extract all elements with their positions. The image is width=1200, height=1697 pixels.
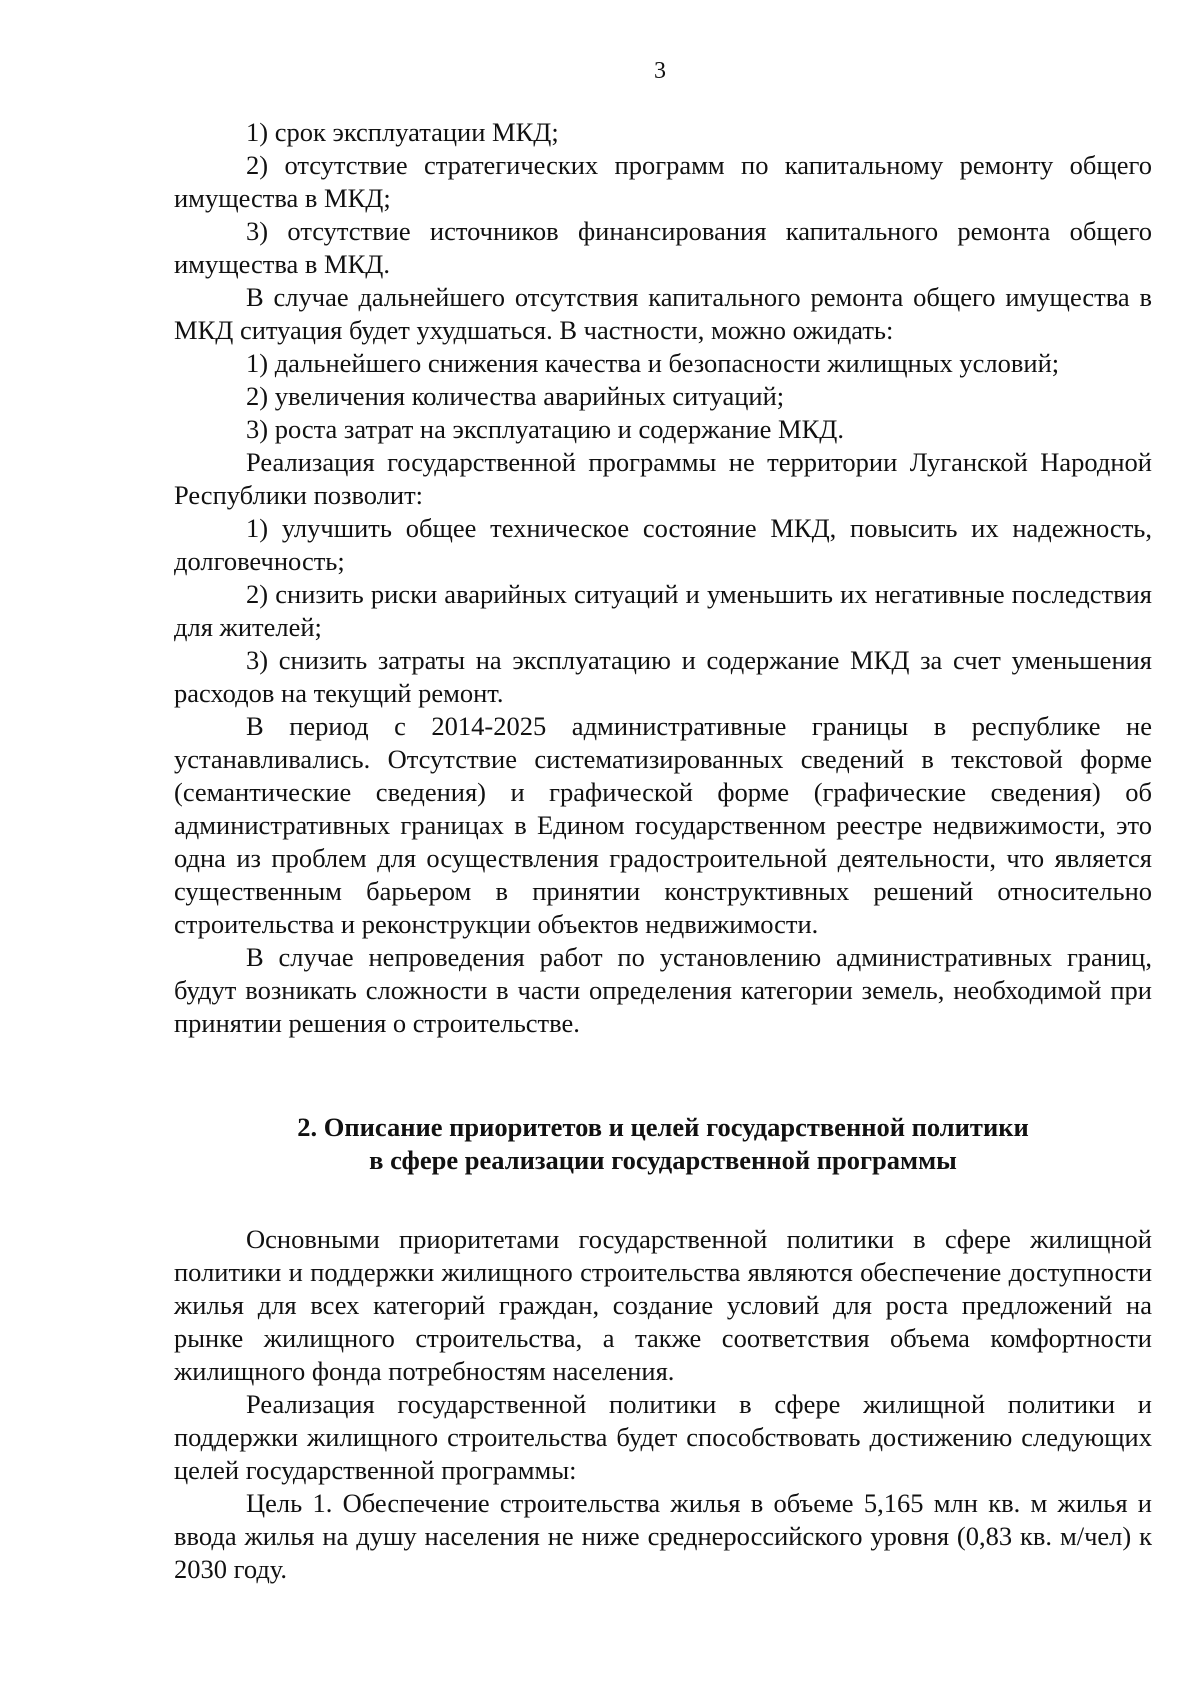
list-item-no-funding-sources: 3) отсутствие источников финансирования капитального ремонта общего имущества в МКД. [174, 216, 1152, 279]
paragraph-land-category-difficulties: В случае непроведения работ по установлению административных границ, будут возникать сложности в части определения категории земель, необходимой при принятии решения о строительстве. [174, 942, 1152, 1038]
body-text-block-1 [174, 116, 1152, 1040]
paragraph-administrative-borders: В период с 2014-2025 административные границы в республике не устанавливались. Отсутствие систематизированных сведений в текстовой форме (семантические сведения) и графической форме (графические сведения) об административных границах в Едином государственном реестре недвижимости, это одна из проблем для осуществления градостроительной деятельности, что является существенным барьером в принятии конструктивных решений относительно строительства и реконструкции объектов недвижимости. [174, 711, 1152, 939]
list-item-improve-condition: 1) улучшить общее техническое состояние МКД, повысить их надежность, долговечность; [174, 513, 1152, 576]
list-item-no-strategic-programs: 2) отсутствие стратегических программ по капитальному ремонту общего имущества в МКД; [174, 150, 1152, 213]
list-item-service-life: 1) срок эксплуатации МКД; [246, 117, 559, 147]
paragraph-program-allows: Реализация государственной программы не территории Луганской Народной Республики позволит: [174, 447, 1152, 510]
list-item-reduce-costs: 3) снизить затраты на эксплуатацию и содержание МКД за счет уменьшения расходов на текущий ремонт. [174, 645, 1152, 708]
section-2-heading [174, 1111, 1152, 1177]
body-text-block-2 [174, 1223, 1152, 1586]
section-2-heading-line-2: в сфере реализации государственной программы [369, 1145, 957, 1175]
list-item-emergency-increase: 2) увеличения количества аварийных ситуаций; [246, 381, 785, 411]
page-number: 3 [654, 58, 666, 84]
paragraph-policy-goals-intro: Реализация государственной политики в сфере жилищной политики и поддержки жилищного строительства будет способствовать достижению следующих целей государственной программы: [174, 1389, 1152, 1485]
list-item-reduce-risks: 2) снизить риски аварийных ситуаций и уменьшить их негативные последствия для жителей; [174, 579, 1152, 642]
list-item-quality-decline: 1) дальнейшего снижения качества и безопасности жилищных условий; [246, 348, 1060, 378]
paragraph-policy-priorities: Основными приоритетами государственной политики в сфере жилищной политики и поддержки жилищного строительства являются обеспечение доступности жилья для всех категорий граждан, создание условий для роста предложений на рынке жилищного строительства, а также соответствия объема комфортности жилищного фонда потребностям населения. [174, 1224, 1152, 1386]
paragraph-situation-worsening: В случае дальнейшего отсутствия капитального ремонта общего имущества в МКД ситуация будет ухудшаться. В частности, можно ожидать: [174, 282, 1152, 345]
paragraph-goal-1: Цель 1. Обеспечение строительства жилья в объеме 5,165 млн кв. м жилья и ввода жилья на душу населения не ниже среднероссийского уровня (0,83 кв. м/чел) к 2030 году. [174, 1488, 1152, 1584]
list-item-cost-growth: 3) роста затрат на эксплуатацию и содержание МКД. [246, 414, 844, 444]
section-2-heading-line-1: 2. Описание приоритетов и целей государственной политики [297, 1112, 1029, 1142]
